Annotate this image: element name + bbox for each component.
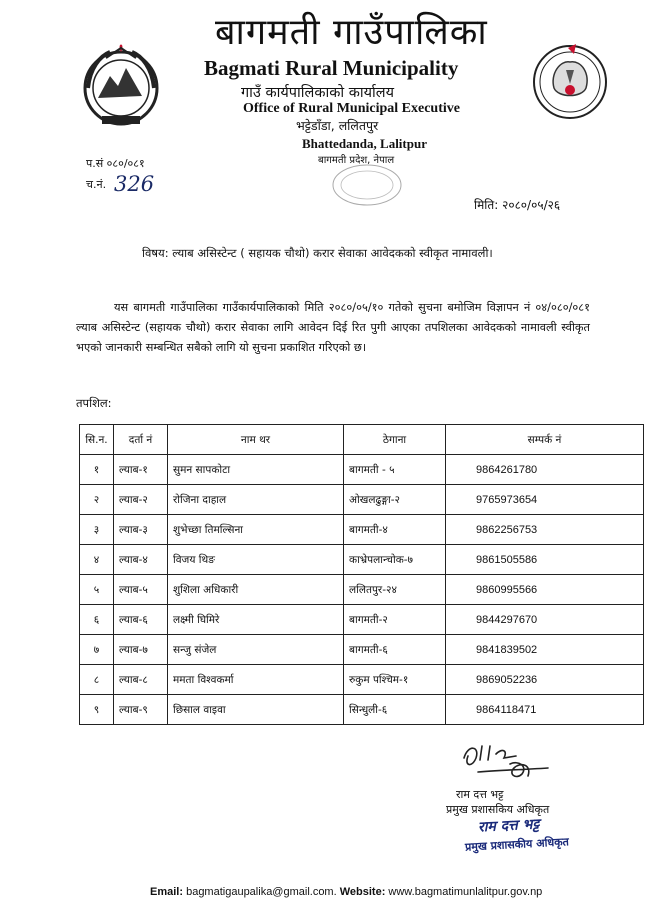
table-row — [80, 665, 644, 695]
cell-serial: ८ — [80, 665, 114, 695]
cell-registration: ल्याब-७ — [114, 635, 168, 665]
signatory-stamp-title: प्रमुख प्रशासकीय अधिकृत — [464, 835, 570, 854]
cell-address: काभ्रेपलान्चोक-७ — [344, 545, 446, 575]
letter-reference-number: प.सं ०८०/०८१ — [86, 157, 145, 170]
province-nepali: बागमती प्रदेश, नेपाल — [318, 155, 395, 166]
cell-contact: 9864118471 — [446, 695, 644, 725]
office-name-nepali: गाउँ कार्यपालिकाको कार्यालय — [241, 85, 395, 101]
cell-name: रोजिना दाहाल — [168, 485, 344, 515]
column-header-name: नाम थर — [168, 425, 344, 455]
applicant-rows — [80, 455, 644, 725]
cell-contact: 9869052236 — [446, 665, 644, 695]
cell-serial: ३ — [80, 515, 114, 545]
municipality-title-nepali: बागमती गाउँपालिका — [215, 12, 488, 53]
cell-serial: ९ — [80, 695, 114, 725]
website-label: Website: — [339, 886, 386, 898]
cell-address: बागमती - ५ — [344, 455, 446, 485]
cell-address: सिन्धुली-६ — [344, 695, 446, 725]
office-stamp-impression — [330, 162, 404, 208]
cell-contact: 9765973654 — [446, 485, 644, 515]
cell-contact: 9864261780 — [446, 455, 644, 485]
nepal-emblem-logo — [80, 38, 162, 134]
cell-serial: ७ — [80, 635, 114, 665]
letter-body: यस बागमती गाउँपालिका गाउँकार्यपालिकाको मिति २०८०/०५/१० गतेको सुचना बमोजिम विज्ञापन नं ०४/०८०/०८१ ल्याब असिस्टेन्ट (सहायक चौथो) करार सेवाका लागि आवेदन दिई रित पुगी आएका तपशिलका आवेदकको नामावली स्वीकृत भएको जानकारी सम्बन्धित सबैको लागि यो सुचना प्रकाशित गरिएको छ। — [76, 301, 590, 354]
cell-name: ममता विश्वकर्मा — [168, 665, 344, 695]
cell-registration: ल्याब-८ — [114, 665, 168, 695]
table-row — [80, 485, 644, 515]
cell-registration: ल्याब-१ — [114, 455, 168, 485]
cell-serial: १ — [80, 455, 114, 485]
address-english: Bhattedanda, Lalitpur — [302, 136, 427, 151]
cell-name: सुमन सापकोटा — [168, 455, 344, 485]
details-label: तपशिल: — [76, 396, 112, 410]
bagmati-municipality-seal — [530, 40, 610, 124]
handwritten-signature — [458, 740, 554, 788]
column-header-serial: सि.न. — [80, 425, 114, 455]
cell-address: ललितपुर-२४ — [344, 575, 446, 605]
cell-contact: 9860995566 — [446, 575, 644, 605]
signatory-title: प्रमुख प्रशासकिय अधिकृत — [446, 803, 550, 816]
cell-serial: ४ — [80, 545, 114, 575]
website-url[interactable]: www.bagmatimunlalitpur.gov.np — [388, 886, 543, 898]
column-header-registration: दर्ता नं — [114, 425, 168, 455]
table-row — [80, 545, 644, 575]
address-nepali: भट्टेडाँडा, ललितपुर — [296, 118, 379, 133]
column-header-contact: सम्पर्क नं — [446, 425, 644, 455]
cell-name: सन्जु संजेल — [168, 635, 344, 665]
cell-serial: ५ — [80, 575, 114, 605]
table-row — [80, 515, 644, 545]
cell-contact: 9862256753 — [446, 515, 644, 545]
cell-serial: २ — [80, 485, 114, 515]
contact-footer — [150, 886, 542, 898]
cell-name: लक्ष्मी घिमिरे — [168, 605, 344, 635]
cell-name: शुशिला अधिकारी — [168, 575, 344, 605]
applicant-list-table — [79, 424, 644, 725]
signatory-name: राम दत्त भट्ट — [456, 788, 504, 801]
cell-address: ओखलढुङ्गा-२ — [344, 485, 446, 515]
table-row — [80, 695, 644, 725]
email-address[interactable]: bagmatigaupalika@gmail.com. — [186, 886, 337, 898]
cell-address: बागमती-४ — [344, 515, 446, 545]
dispatch-number-label: च.नं. — [86, 178, 107, 191]
cell-address: बागमती-२ — [344, 605, 446, 635]
cell-registration: ल्याब-२ — [114, 485, 168, 515]
cell-registration: ल्याब-५ — [114, 575, 168, 605]
municipality-title-english: Bagmati Rural Municipality — [204, 56, 459, 80]
table-row — [80, 455, 644, 485]
table-header-row — [80, 425, 644, 455]
cell-name: विजय थिङ — [168, 545, 344, 575]
table-row — [80, 605, 644, 635]
cell-name: शुभेच्छा तिमल्सिना — [168, 515, 344, 545]
cell-contact: 9844297670 — [446, 605, 644, 635]
signatory-stamp-name: राम दत्त भट्ट — [477, 816, 540, 836]
cell-address: रुकुम पश्चिम-१ — [344, 665, 446, 695]
letter-subject: विषय: ल्याब असिस्टेन्ट ( सहायक चौथो) करार सेवाका आवेदकको स्वीकृत नामावली। — [142, 246, 493, 260]
cell-contact: 9841839502 — [446, 635, 644, 665]
cell-registration: ल्याब-६ — [114, 605, 168, 635]
cell-serial: ६ — [80, 605, 114, 635]
table-row — [80, 575, 644, 605]
email-label: Email: — [150, 886, 184, 898]
cell-registration: ल्याब-३ — [114, 515, 168, 545]
column-header-address: ठेगाना — [344, 425, 446, 455]
cell-name: छिसाल वाइवा — [168, 695, 344, 725]
dispatch-number-handwritten: 326 — [114, 172, 155, 196]
cell-registration: ल्याब-९ — [114, 695, 168, 725]
cell-address: बागमती-६ — [344, 635, 446, 665]
letter-date: मिति: २०८०/०५/२६ — [474, 198, 561, 212]
office-name-english: Office of Rural Municipal Executive — [243, 101, 460, 116]
cell-registration: ल्याब-४ — [114, 545, 168, 575]
table-row — [80, 635, 644, 665]
cell-contact: 9861505586 — [446, 545, 644, 575]
